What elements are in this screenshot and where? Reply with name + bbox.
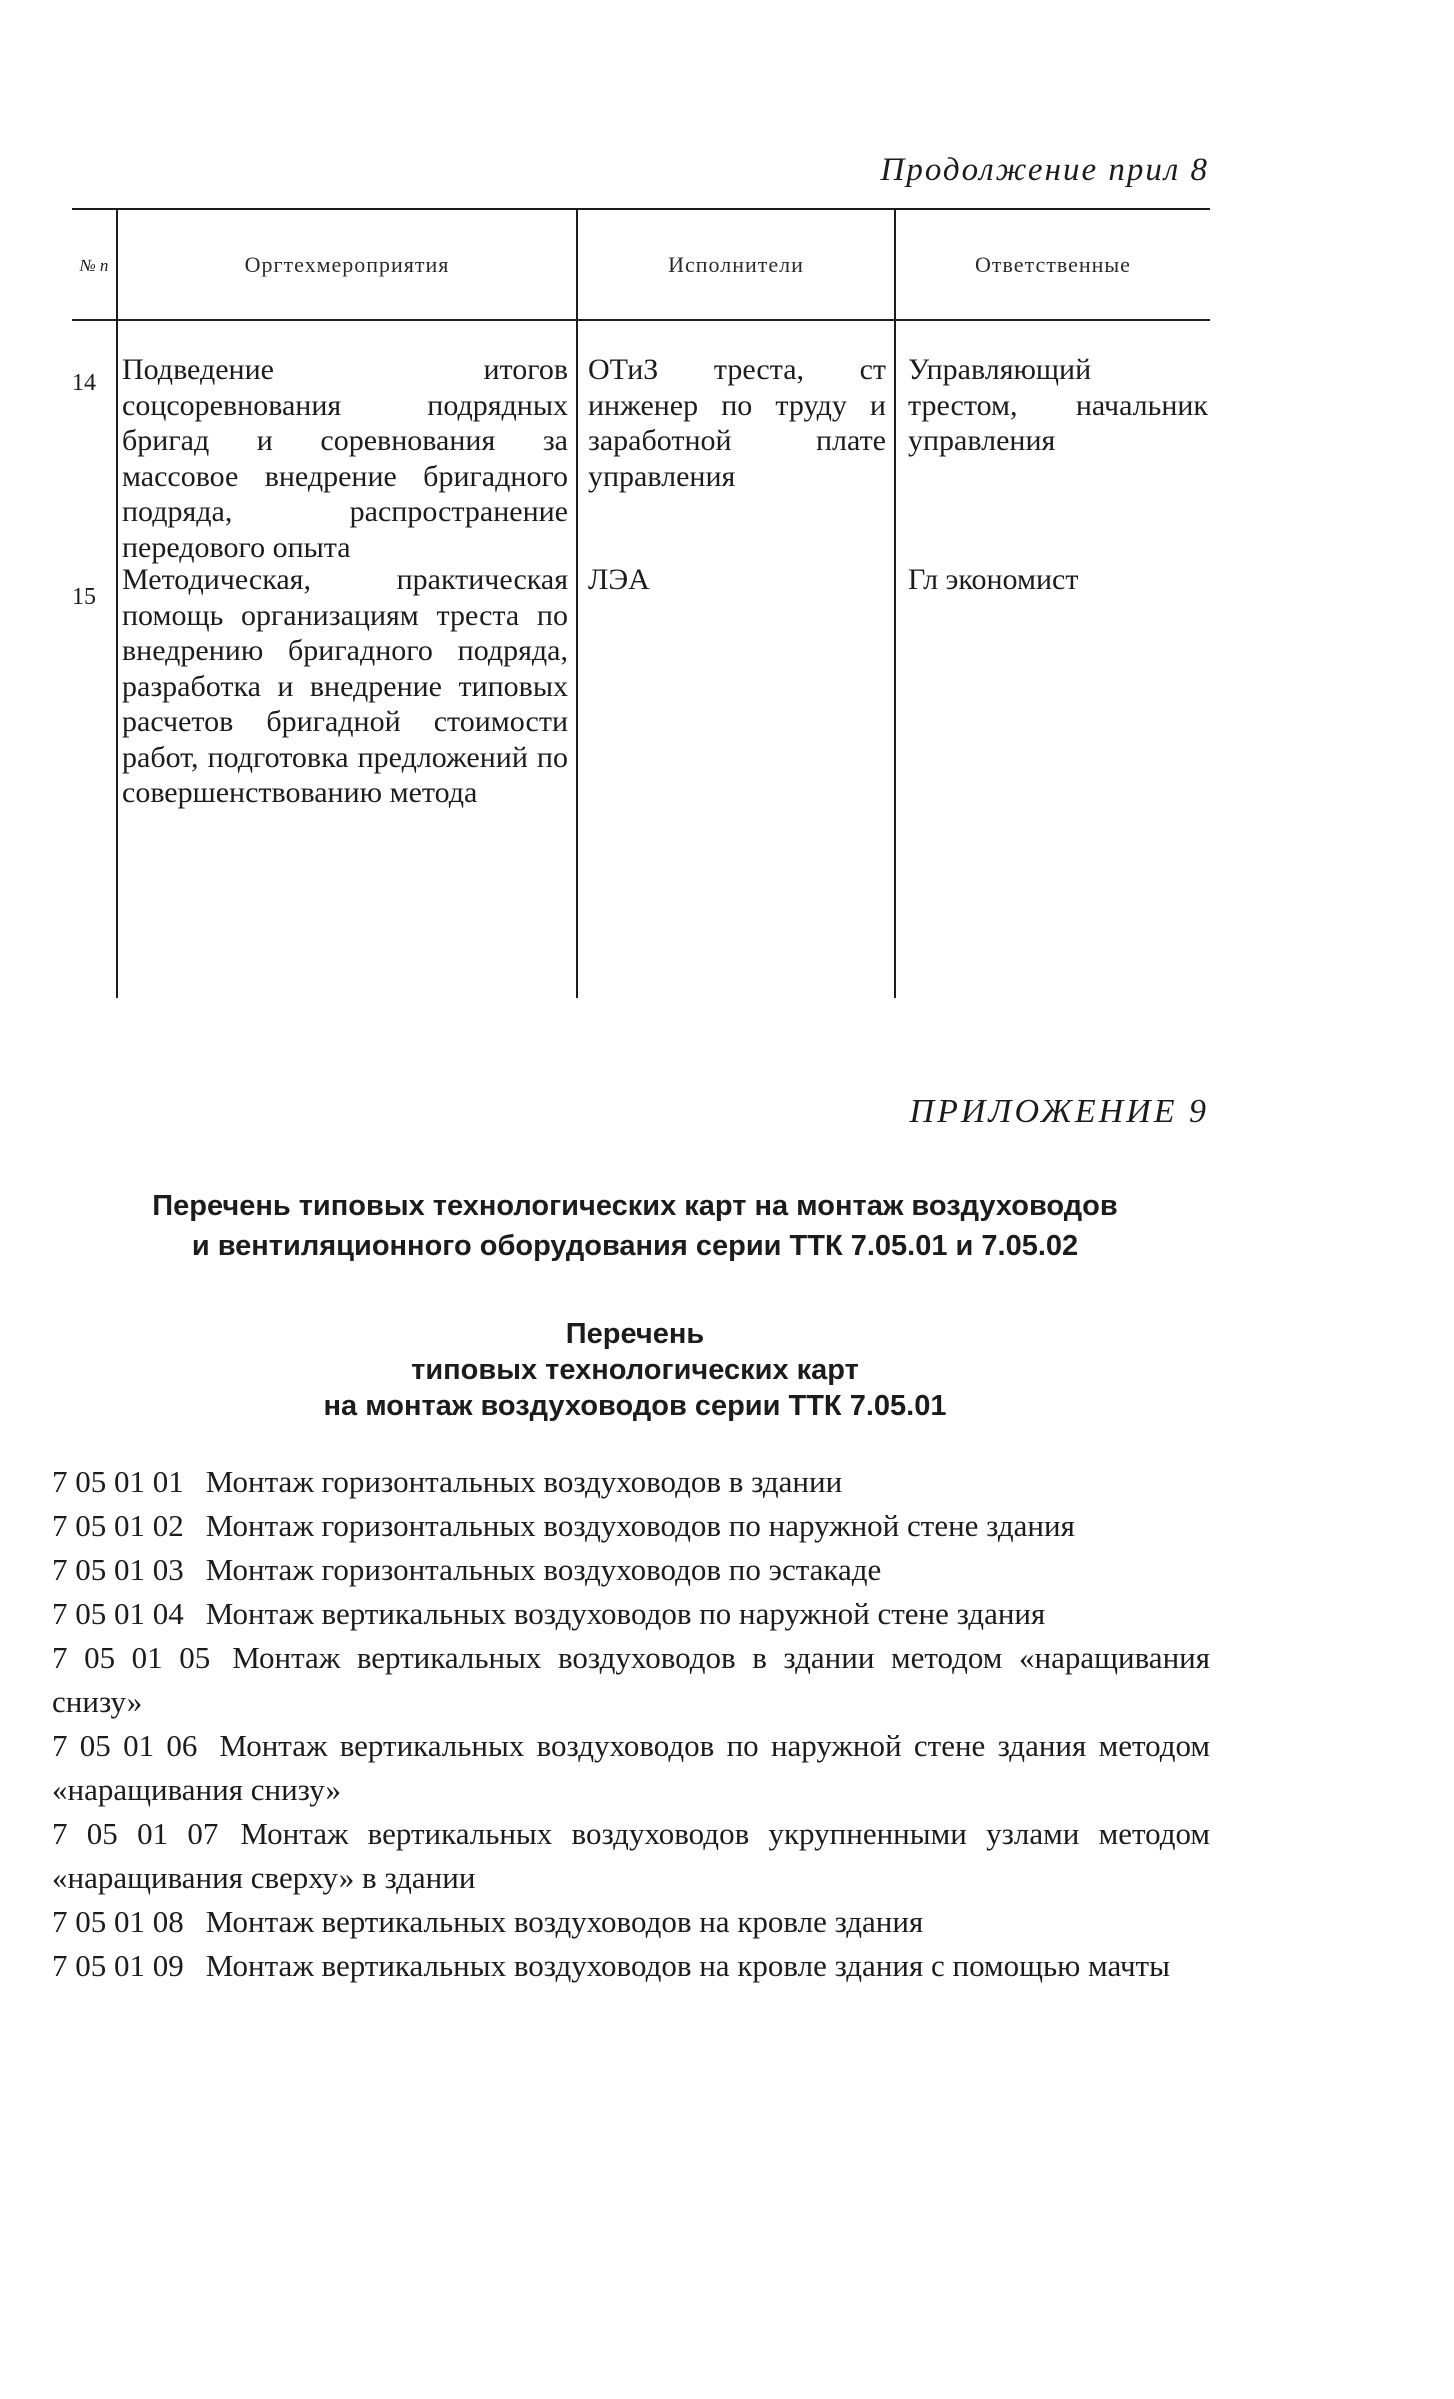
list-item bbox=[52, 1636, 1210, 1724]
list-item bbox=[52, 1592, 1210, 1636]
table-cell-responsible: Управляющий трестом, начальник управления bbox=[908, 353, 1208, 457]
table-cell-executor: ОТиЗ треста, ст инженер по труду и заработной плате управления bbox=[588, 353, 886, 493]
card-code: 7 05 01 02 bbox=[52, 1508, 184, 1543]
main-title-line: и вентиляционного оборудования серии ТТК 7.05.01 и 7.05.02 bbox=[191, 1230, 1079, 1262]
table-cell-measure: Методическая, практическая помощь организациям треста по внедрению бригадного подряда, разработка и внедрение типовых расчетов бригадной стоимости работ, подготовка предложений по совершенствованию метода bbox=[122, 563, 568, 809]
card-title: Монтаж вертикальных воздуховодов укрупненными узлами методом «наращивания сверху» в здании bbox=[52, 1816, 1210, 1895]
card-title: Монтаж вертикальных воздуховодов по наружной стене здания методом «наращивания снизу» bbox=[52, 1728, 1210, 1807]
card-code: 7 05 01 07 bbox=[52, 1816, 219, 1851]
main-title-line: Перечень типовых технологических карт на монтаж воздуховодов bbox=[152, 1190, 1118, 1222]
table-header-rule bbox=[72, 319, 1210, 321]
card-title: Монтаж горизонтальных воздуховодов по эстакаде bbox=[205, 1552, 882, 1587]
list-item bbox=[52, 1460, 1210, 1504]
sub-title-line: Перечень bbox=[565, 1318, 705, 1350]
card-code: 7 05 01 05 bbox=[52, 1640, 211, 1675]
card-code: 7 05 01 06 bbox=[52, 1728, 198, 1763]
card-title: Монтаж вертикальных воздуховодов в здании методом «наращивания снизу» bbox=[52, 1640, 1211, 1719]
table-cell-executor: ЛЭА bbox=[588, 563, 650, 596]
column-divider bbox=[576, 208, 578, 998]
column-divider bbox=[894, 208, 896, 998]
list-item bbox=[52, 1944, 1210, 1988]
measures-table bbox=[72, 208, 1210, 998]
list-item bbox=[52, 1724, 1210, 1812]
card-title: Монтаж вертикальных воздуховодов по наружной стене здания bbox=[205, 1596, 1046, 1631]
list-item bbox=[52, 1504, 1210, 1548]
row-number: 15 bbox=[72, 584, 96, 610]
card-title: Монтаж горизонтальных воздуховодов по наружной стене здания bbox=[205, 1508, 1075, 1543]
table-cell-responsible: Гл экономист bbox=[908, 563, 1079, 596]
sub-title-line: на монтаж воздуховодов серии ТТК 7.05.01 bbox=[323, 1390, 947, 1422]
row-number: 14 bbox=[72, 370, 96, 396]
header-number: № п bbox=[79, 256, 109, 275]
card-code: 7 05 01 01 bbox=[52, 1464, 184, 1499]
card-list bbox=[52, 1460, 1210, 1988]
appendix-label: ПРИЛОЖЕНИЕ 9 bbox=[909, 1093, 1209, 1130]
header-responsible: Ответственные bbox=[975, 252, 1131, 277]
card-title: Монтаж вертикальных воздуховодов на кровле здания с помощью мачты bbox=[205, 1948, 1170, 1983]
card-code: 7 05 01 04 bbox=[52, 1596, 184, 1631]
list-item bbox=[52, 1548, 1210, 1592]
card-code: 7 05 01 08 bbox=[52, 1904, 184, 1939]
header-executors: Исполнители bbox=[668, 252, 804, 277]
sub-title bbox=[60, 1316, 1210, 1424]
continuation-header: Продолжение прил 8 bbox=[880, 152, 1209, 188]
card-code: 7 05 01 09 bbox=[52, 1948, 184, 1983]
card-title: Монтаж горизонтальных воздуховодов в здании bbox=[205, 1464, 843, 1499]
table-cell-measure: Подведение итогов соцсоревнования подрядных бригад и соревнования за массовое внедрение бригадного подряда, распространение передового опыта bbox=[122, 353, 568, 564]
main-title bbox=[60, 1186, 1210, 1266]
header-measures: Оргтехмероприятия bbox=[244, 252, 450, 277]
column-divider bbox=[116, 208, 118, 998]
list-item bbox=[52, 1812, 1210, 1900]
table-top-rule bbox=[72, 208, 1210, 210]
card-title: Монтаж вертикальных воздуховодов на кровле здания bbox=[205, 1904, 924, 1939]
card-code: 7 05 01 03 bbox=[52, 1552, 184, 1587]
sub-title-line: типовых технологических карт bbox=[411, 1354, 859, 1386]
list-item bbox=[52, 1900, 1210, 1944]
